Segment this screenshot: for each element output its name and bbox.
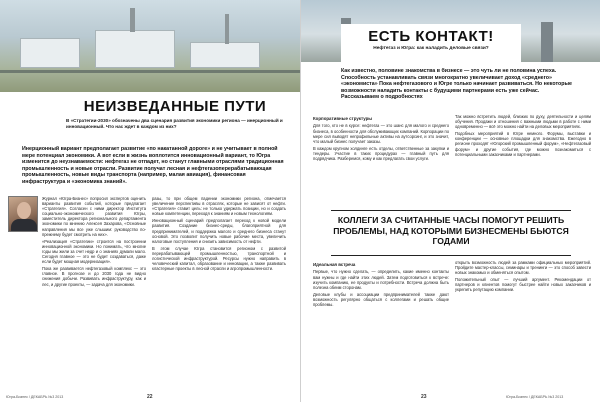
paragraph: Так можно встретить людей, близких по духу, деятельности и целям обучения. Продажи и отношения с важными людьми в работе с ними одновременно — всё это можно найти на деловых мероприятиях. xyxy=(455,114,591,130)
page-number: 22 xyxy=(147,394,153,400)
paragraph: разы, то при общем падении экономики региона, отмечается увеличение перспективы в отраслях, которые не зависят от нефти. «Стратегия» ставит цель: не только удержать позиции, но и создать новые компетенции, переходя к знаниям и новым технологиям. xyxy=(152,196,286,217)
divider xyxy=(331,210,571,211)
paragraph: Положительный опыт — лучший аргумент. Рекомендации от партнеров и клиентов помогут быстрее найти новых заказчиков и укрепить репутацию компании. xyxy=(455,277,591,293)
subheading: Идеальная встреча xyxy=(313,262,356,267)
right-page xyxy=(300,0,600,402)
lead-paragraph: Как известно, половине знакомства в бизнесе — это чуть ли не половина успеха. Способность устанавливать связи многократно увеличивает доход «среднего» «экономиста» Пока нефтегазового и Югре только начинает развиваться. Но некоторые возможности наладить контакты с будущими партнерами есть уже сейчас. Рассказываем о подробностях xyxy=(341,68,572,101)
paragraph: Первые, что нужно сделать, — определить, какие именно контакты вам нужны и где найти этих людей. Затем подготовиться к встрече: изучить компанию, ее продукты и потребности. Встреча должна быть полезна обеим сторонам. xyxy=(313,269,449,290)
paragraph: Инновационный сценарий предполагает переход к новой модели развития. Создание бизнес-среды, благоприятной для предпринимателей, и поддержка малого и среднего бизнеса станут основой. Это позволит получить новые рабочие места, увеличить налоговые поступления и снизить зависимость от нефти. xyxy=(152,218,286,244)
paragraph: Подобных мероприятий в Югре немного. Форумы, выставки и конференции — основные площадки для знакомства. Ежегодно в регионе проходят «Югорский промышленный форум», «Нефтегазовый форум» и другие события, где можно познакомиться с потенциальными заказчиками и партнерами. xyxy=(455,131,591,157)
paragraph: Для того, кто не в курсе: нефтегаз — это шанс для малого и среднего бизнеса, в особенности для обслуживающих компаний. Корпорации по мере сил выводят непрофильные активы на аутсорсинг, и это значит, что малый бизнес получает заказы. xyxy=(313,123,449,144)
factory-building xyxy=(20,38,80,68)
page-number: 23 xyxy=(421,394,427,400)
paragraph: Журнал «Югра-Бизнес» попросил экспертов оценить варианты развития событий, которые предлагает «Стратегия». Согласен с ними директор Института социально-экономического развития Югры, заместитель директора регионального департамента экономики по мнению Алексея Захарова, «Основные направления мы все уже слышим: руководство по-прежнему будет смотреть на них». xyxy=(42,196,146,237)
portrait-face xyxy=(17,202,31,219)
factory-building xyxy=(95,30,175,68)
subheading: Корпоративные структуры xyxy=(313,116,373,121)
body-column-2 xyxy=(152,196,286,388)
footer-credit: Югра-Бизнес / ДЕКАБРЬ №3 2013 xyxy=(506,395,564,399)
headline-dek: Нефтегаз и Югра: как наладить деловые связи? xyxy=(373,46,489,51)
paragraph: Пока же развивается нефтегазовый комплекс — это главное. В прогнозе и до 2030 года не видно снижения добычи. Развивать инфраструктуру, как и лес, и другие проекты, — задача для экономики. xyxy=(42,266,146,287)
pull-quote-text: КОЛЛЕГИ ЗА СЧИТАННЫЕ ЧАСЫ ПОМОГУТ РЕШИТЬ ПРОБЛЕМЫ, НАД КОТОРЫМИ БИЗНЕСМЕНЫ БЬЮТСЯ ГОДАМИ xyxy=(333,215,569,246)
headline-block xyxy=(341,24,521,62)
paragraph: «Реализация «Стратегии» строится на построении инновационной экономики. Но понимать, что многие годы мы жили за счет недр и о знаниях думали мало. Сегодня главное — это не будет создаваться, даже если будет мощная модернизация». xyxy=(42,238,146,265)
page-title: НЕИЗВЕДАННЫЕ ПУТИ xyxy=(83,98,267,115)
headline-block xyxy=(50,92,300,140)
chimney xyxy=(130,8,135,32)
industrial-photo xyxy=(0,0,300,92)
paragraph: В этом случае Югра становится регионом с развитой перерабатывающей промышленностью, транспортной и логистической инфраструктурой. Ресурсы нужно направить в человеческий капитал, образование и инновации, а также развивать кластерные проекты в лесной отрасли и агропромышленности. xyxy=(152,245,286,272)
divider xyxy=(331,255,571,256)
pull-quote xyxy=(331,212,571,254)
ground-pipeline xyxy=(0,70,300,73)
paragraph: открыть возможность людей за рамками официальных мероприятий. Пройдите мастер-классы, семинары и тренинги — это способ завести новых знакомых и обменяться опытом. xyxy=(455,260,591,276)
lead-paragraph: Инерционный вариант предполагает развитие «по накатанной дороге» и не учитывает в полной мере потенциал экономики. А вот если в жизнь воплотится инновационный вариант, то Югра изменится до неузнаваемости: нефтегаз не отпадет, но станут главными отраслями традиционная промышленность и новые отрасли. Развитие получат лесная и нефтегазоперерабатывающая промышленность, новые виды транспорта (например, малая авиация), финансовая инфраструктура и «экономика знаний». xyxy=(22,146,284,185)
portrait-suit xyxy=(11,219,37,231)
page-title: ЕСТЬ КОНТАКТ! xyxy=(368,28,494,45)
expert-portrait xyxy=(8,196,38,232)
body-column-3 xyxy=(313,260,449,390)
paragraph: В каждом крупном холдинге есть отделы, ответственные за закупки и тендеры. Участие в таких процедурах — главный путь для подрядчика. Разберемся, кому и как предлагать свои услуги. xyxy=(313,145,449,161)
tower xyxy=(541,22,553,62)
headline-dek: В «Стратегии-2030» обозначены два сценария развития экономики региона — инерционный и инновационный. Что нас ждет в каждом из них? xyxy=(66,118,283,129)
footer-credit: Югра-Бизнес / ДЕКАБРЬ №3 2013 xyxy=(6,395,64,399)
factory-building xyxy=(190,42,260,68)
body-column-1 xyxy=(42,196,146,388)
body-column-4 xyxy=(455,260,591,390)
paragraph: Деловые клубы и ассоциации предпринимателей также дают возможность регулярно общаться с коллегами и решать общие проблемы. xyxy=(313,291,449,307)
body-column-1 xyxy=(313,114,449,206)
body-column-2 xyxy=(455,114,591,206)
chimney xyxy=(225,14,229,44)
